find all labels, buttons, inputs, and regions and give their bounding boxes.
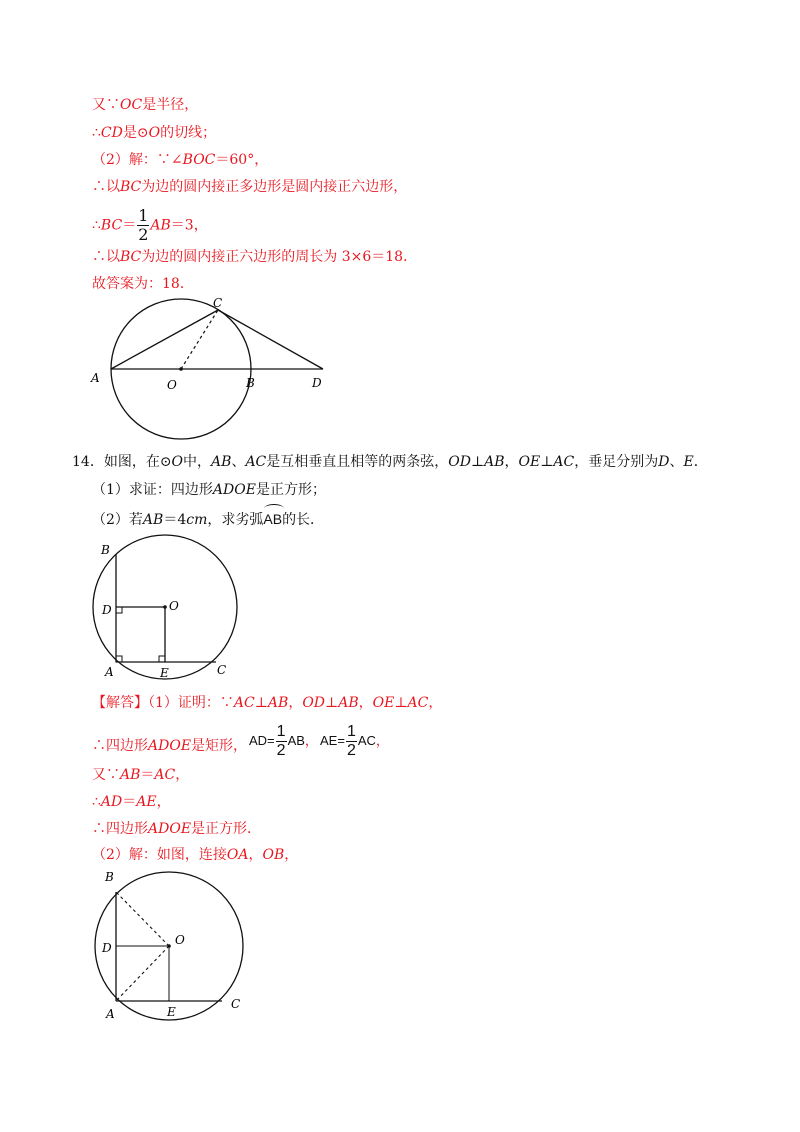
- sol13-line-radius: 又∵OC是半径，: [92, 97, 199, 113]
- fig14a-label-c: C: [217, 663, 227, 677]
- q14-part1: （1）求证：四边形ADOE是正方形；: [92, 482, 326, 498]
- fraction-one-half: $\frac{1}{2}$: [276, 723, 286, 759]
- fig14b-label-d: D: [102, 941, 112, 955]
- ans14-eq-ae: AE= $\frac{1}{2}$ AC，: [320, 723, 389, 759]
- fig13-label-a: A: [91, 371, 100, 385]
- fig13-center-dot: [179, 367, 183, 371]
- fig14b-label-a: A: [106, 1007, 115, 1021]
- fraction-one-half: $\frac{1}{2}$: [346, 723, 356, 759]
- fig14a-label-e: E: [160, 666, 169, 680]
- ans14-line-proof: 【解答】（1）证明：∵AC⊥AB，OD⊥AB，OE⊥AC，: [92, 695, 443, 711]
- arc-ab-symbol: AB: [263, 510, 282, 529]
- sol13-line-bc: ∴BC＝ $\frac{1}{2}$ AB＝3，: [92, 206, 208, 244]
- fig14a-label-d: D: [102, 603, 112, 617]
- figure-14-square-adoe: [85, 532, 250, 682]
- arc-mark-icon: [264, 504, 284, 513]
- sol13-line-part2: （2）解：∵∠BOC＝60°，: [92, 152, 269, 168]
- fig14b-label-o: O: [175, 933, 185, 947]
- sol13-answer: 故答案为：18．: [92, 276, 194, 292]
- sol13-line-hexagon: ∴以BC为边的圆内接正多边形是圆内接正六边形，: [92, 179, 408, 195]
- figure-14-radii-oa-ob: [85, 864, 260, 1024]
- fig14a-label-b: B: [101, 543, 110, 557]
- fig13-label-d: D: [312, 376, 322, 390]
- sol13-line-tangent: ∴CD是⊙O的切线；: [92, 125, 217, 141]
- fig14b-line-ob-dashed: [116, 892, 169, 946]
- fig13-line-cd: [218, 310, 323, 369]
- fig14a-label-o: O: [169, 599, 179, 613]
- q14-part2: （2）若AB＝4cm，求劣弧 AB的长．: [92, 510, 324, 529]
- ans14-line-square: ∴四边形ADOE是正方形．: [92, 821, 262, 837]
- fig14b-label-e: E: [167, 1005, 176, 1019]
- ans14-line-ad-ae: ∴AD＝AE，: [92, 794, 171, 810]
- fig14a-label-a: A: [105, 665, 114, 679]
- sol13-line-perimeter: ∴以BC为边的圆内接正六边形的周长为 3×6＝18．: [92, 249, 418, 265]
- ans14-line-connect: （2）解：如图，连接OA，OB，: [92, 847, 299, 863]
- fig14b-label-b: B: [105, 870, 114, 884]
- fig14a-right-angle-d: [116, 607, 122, 613]
- fig13-line-oc-dashed: [181, 310, 218, 369]
- fig13-line-ac: [111, 310, 218, 369]
- fig13-label-c: C: [213, 296, 223, 310]
- fig14a-right-angle-e: [159, 656, 165, 662]
- fig13-label-b: B: [246, 376, 255, 390]
- fig14b-line-oa-dashed: [116, 946, 169, 1001]
- fig14b-center-dot: [167, 944, 171, 948]
- fig14b-label-c: C: [231, 997, 241, 1011]
- ans14-line-rectangle: ∴四边形ADOE是矩形，: [92, 738, 248, 754]
- fraction-one-half: $\frac{1}{2}$: [138, 206, 149, 244]
- fig13-label-o: O: [167, 378, 177, 392]
- ans14-eq-ad: AD= $\frac{1}{2}$ AB，: [249, 723, 318, 759]
- ans14-line-equal-chords: 又∵AB＝AC，: [92, 767, 190, 783]
- figure-13-circle-tangent: [80, 295, 350, 445]
- q14-stem: 14．如图，在⊙O中，AB、AC是互相垂直且相等的两条弦，OD⊥AB，OE⊥AC，垂足分别为D、E．: [72, 454, 708, 470]
- fig14a-center-dot: [163, 605, 167, 609]
